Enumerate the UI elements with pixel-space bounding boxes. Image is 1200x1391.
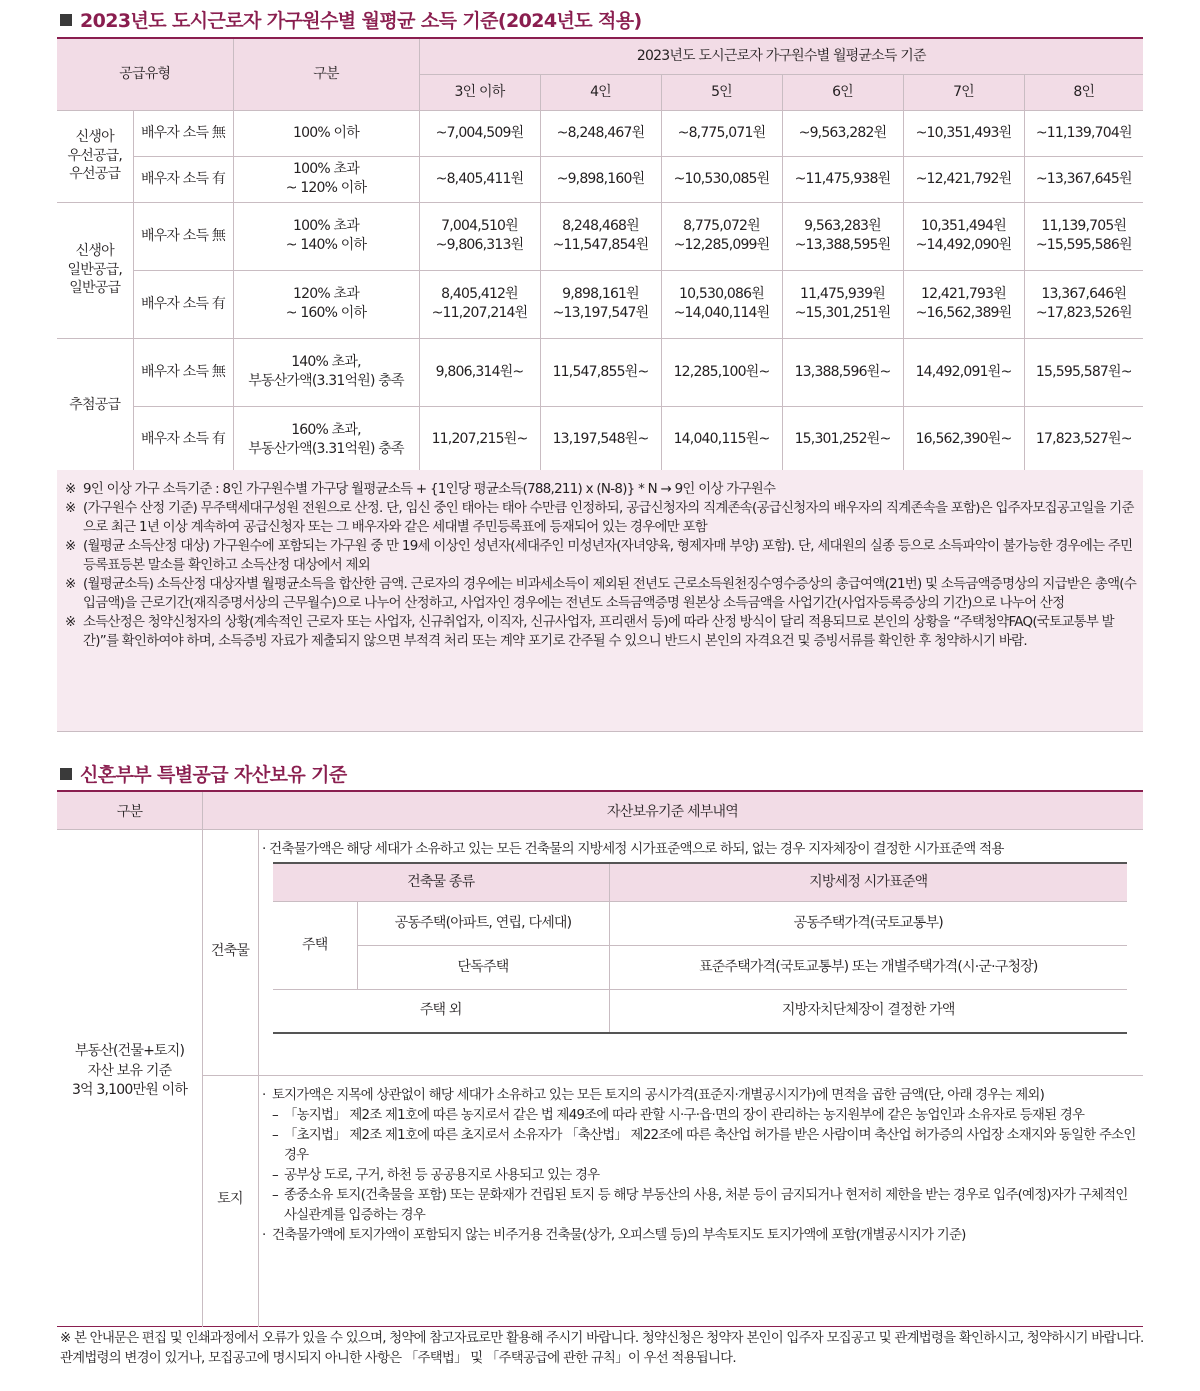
income-value-cell: 9,563,283원 ~13,388,595원 <box>782 202 903 270</box>
income-value-cell: ~11,475,938원 <box>782 156 903 202</box>
income-value-cell: 8,248,468원 ~11,547,854원 <box>540 202 661 270</box>
income-value-cell: 16,562,390원~ <box>903 406 1024 474</box>
income-value-cell: 11,547,855원~ <box>540 338 661 406</box>
income-range-cell: 160% 초과, 부동산가액(3.31억원) 충족 <box>233 406 419 474</box>
note-mark: ※ <box>65 615 76 630</box>
spouse-income-cell: 배우자 소득 無 <box>133 338 233 406</box>
asset-header-detail: 자산보유기준 세부내역 <box>202 792 1143 830</box>
spouse-income-cell: 배우자 소득 無 <box>133 110 233 156</box>
income-note <box>65 575 1137 613</box>
real-estate-limit: 부동산(건물+토지) 자산 보유 기준 3억 3,100만원 이하 <box>71 1043 188 1099</box>
income-value-cell: 13,367,646원 ~17,823,526원 <box>1024 270 1143 338</box>
header-size: 8인 <box>1024 74 1143 110</box>
income-value-cell: ~12,421,792원 <box>903 156 1024 202</box>
income-row <box>57 156 1143 202</box>
note-mark: ※ <box>65 539 76 554</box>
bldg-apt: 공동주택(아파트, 연립, 다세대) <box>357 901 609 945</box>
income-value-cell: ~9,563,282원 <box>782 110 903 156</box>
land-label: 토지 <box>217 1191 243 1207</box>
income-title-text: 2023년도 도시근로자 가구원수별 월평균 소득 기준(2024년도 적용) <box>80 10 642 32</box>
land-item: 「초지법」 제2조 제1호에 따른 초지로서 소유자가 「축산법」 제22조에 따른 축산업 허가를 받은 사람이며 축산업 허가증의 사업장 소재지와 동일한 주소인 경우 <box>284 1128 1136 1163</box>
spouse-income-cell: 배우자 소득 有 <box>133 270 233 338</box>
supply-group-cell: 신생아 일반공급, 일반공급 <box>57 202 133 338</box>
income-value-cell: ~11,139,704원 <box>1024 110 1143 156</box>
income-value-cell: 9,806,314원~ <box>419 338 540 406</box>
header-size: 6인 <box>782 74 903 110</box>
note-text: (월평균 소득산정 대상) 가구원수에 포함되는 가구원 중 만 19세 이상인 성년자(세대주인 미성년자(자녀양육, 형제자매 부양) 포함). 단, 세대원의 실종 등으로 소득파악이 불가능한 경우에는 주민등록표등본 말소를 확인하고 소득산정 대상에서 제외 <box>83 539 1133 573</box>
income-row <box>57 338 1143 406</box>
income-value-cell: ~8,248,467원 <box>540 110 661 156</box>
income-value-cell: ~9,898,160원 <box>540 156 661 202</box>
square-bullet-icon <box>60 768 72 780</box>
income-value-cell: 9,898,161원 ~13,197,547원 <box>540 270 661 338</box>
income-note <box>65 499 1137 537</box>
asset-table <box>57 790 1143 1327</box>
income-value-cell: 12,285,100원~ <box>661 338 782 406</box>
income-value-cell: 8,775,072원 ~12,285,099원 <box>661 202 782 270</box>
spouse-income-cell: 배우자 소득 無 <box>133 202 233 270</box>
asset-section-title <box>60 760 347 787</box>
header-supply-type: 공급유형 <box>57 38 233 110</box>
income-row <box>57 110 1143 156</box>
income-note <box>65 480 1137 499</box>
income-value-cell: ~10,351,493원 <box>903 110 1024 156</box>
income-value-cell: ~8,775,071원 <box>661 110 782 156</box>
income-value-cell: 8,405,412원 ~11,207,214원 <box>419 270 540 338</box>
land-item: 종중소유 토지(건축물을 포함) 또는 문화재가 건립된 토지 등 해당 부동산의 사용, 처분 등이 금지되거나 현저히 제한을 받는 경우로 입주(예정)자가 구체적인 사실관계를 입증하는 경우 <box>284 1188 1128 1223</box>
income-note <box>65 537 1137 575</box>
income-value-cell: ~13,367,645원 <box>1024 156 1143 202</box>
supply-group-cell: 추첨공급 <box>57 338 133 474</box>
bldg-col-type: 건축물 종류 <box>273 863 609 901</box>
bldg-other-value: 지방자치단체장이 결정한 가액 <box>609 989 1127 1033</box>
square-bullet-icon <box>60 14 72 26</box>
building-label: 건축물 <box>210 943 250 959</box>
income-range-cell: 140% 초과, 부동산가액(3.31억원) 충족 <box>233 338 419 406</box>
income-value-cell: 11,207,215원~ <box>419 406 540 474</box>
income-range-cell: 100% 이하 <box>233 110 419 156</box>
note-mark: ※ <box>65 577 76 592</box>
income-value-cell: 11,139,705원 ~15,595,586원 <box>1024 202 1143 270</box>
note-text: 소득산정은 청약신청자의 상황(계속적인 근로자 또는 사업자, 신규취업자, 이직자, 신규사업자, 프리랜서 등)에 따라 산정 방식이 달리 적용되므로 본인의 상황을 “주택청약FAQ(국토교통부 발간)”를 확인하여야 하며, 소득증빙 자료가 제출되지 않으면 부적격 처리 또는 계약 포기로 간주될 수 있으니 반드시 본인의 자격요건 및 증빙서류를 확인한 후 청약하시기 바람. <box>83 615 1114 649</box>
income-value-cell: ~8,405,411원 <box>419 156 540 202</box>
bldg-detached: 단독주택 <box>357 945 609 989</box>
supply-group-cell: 신생아 우선공급, 우선공급 <box>57 110 133 202</box>
income-range-cell: 100% 초과 ~ 140% 이하 <box>233 202 419 270</box>
header-size: 4인 <box>540 74 661 110</box>
header-income-group: 2023년도 도시근로자 가구원수별 월평균소득 기준 <box>419 38 1143 74</box>
spouse-income-cell: 배우자 소득 有 <box>133 156 233 202</box>
building-intro: · 건축물가액은 해당 세대가 소유하고 있는 모든 건축물의 지방세정 시가표준액으로 하되, 없는 경우 지자체장이 결정한 시가표준액 적용 <box>262 841 1004 857</box>
income-note <box>65 613 1137 651</box>
income-value-cell: 12,421,793원 ~16,562,389원 <box>903 270 1024 338</box>
spouse-income-cell: 배우자 소득 有 <box>133 406 233 474</box>
income-value-cell: 15,301,252원~ <box>782 406 903 474</box>
income-table <box>57 37 1143 475</box>
note-text: (가구원수 산정 기준) 무주택세대구성원 전원으로 산정. 단, 임신 중인 태아는 태아 수만큼 인정하되, 공급신청자의 직계존속(공급신청자의 배우자의 직계존속을 포함)은 입주자모집공고일을 기준으로 최근 1년 이상 계속하여 공급신청자 또는 그 배우자와 같은 세대별 주민등록표에 등재되어 있는 경우에만 포함 <box>83 501 1134 535</box>
bldg-col-value: 지방세정 시가표준액 <box>609 863 1127 901</box>
income-value-cell: ~7,004,509원 <box>419 110 540 156</box>
income-row <box>57 270 1143 338</box>
land-item: 공부상 도로, 구거, 하천 등 공공용지로 사용되고 있는 경우 <box>284 1168 600 1183</box>
land-last: 건축물가액에 토지가액이 포함되지 않는 비주거용 건축물(상가, 오피스텔 등)의 부속토지도 토지가액에 포함(개별공시지가 기준) <box>272 1228 966 1243</box>
header-size: 3인 이하 <box>419 74 540 110</box>
asset-title-text: 신혼부부 특별공급 자산보유 기준 <box>80 764 347 786</box>
income-range-cell: 120% 초과 ~ 160% 이하 <box>233 270 419 338</box>
note-mark: ※ <box>65 482 76 497</box>
income-section-title <box>60 6 642 33</box>
income-value-cell: 13,197,548원~ <box>540 406 661 474</box>
land-intro: 토지가액은 지목에 상관없이 해당 세대가 소유하고 있는 모든 토지의 공시가격(표준지·개별공시지가)에 면적을 곱한 금액(단, 아래 경우는 제외) <box>272 1088 1045 1103</box>
land-detail: · 토지가액은 지목에 상관없이 해당 세대가 소유하고 있는 모든 토지의 공시가격(표준지·개별공시지가)에 면적을 곱한 금액(단, 아래 경우는 제외) – 「농지법」 제2조 제1호에 따른 농지로서 같은 법 제49조에 따라 관할 시·구·읍·면의 장이 관리하는 농지원부에 같은 농업인과 소유자로 등재된 경우 – 「초지법」 제2조 제1호에 따른 초지로서 소유자가 「축산법」 제22조에 따른 축산업 허가를 받은 사람이며 축산업 허가증의 사업장 소재지와 동일한 주소인 경우 – 공부상 도로, 구거, 하천 등 공공용지로 사용되고 있는 경우 – 종중소유 토지(건축물을 포함) 또는 문화재가 건립된 토지 등 해당 부동산의 사용, 처분 등이 금지되거나 현저히 제한을 받는 경우로 입주(예정)자가 구체적인 사실관계를 입증하는 경우 · 건축물가액에 토지가액이 포함되지 않는 비주거용 건축물(상가, 오피스텔 등)의 부속토지도 토지가액에 포함(개별공시지가 기준) <box>262 1088 1136 1243</box>
income-value-cell: 10,351,494원 ~14,492,090원 <box>903 202 1024 270</box>
header-size: 7인 <box>903 74 1024 110</box>
note-text: (월평균소득) 소득산정 대상자별 월평균소득을 합산한 금액. 근로자의 경우에는 비과세소득이 제외된 전년도 근로소득원천징수영수증상의 총급여액(21번) 및 소득금액증명상의 지급받은 총액(수입금액)을 근로기간(재직증명서상의 근무월수)으로 나누어 산정하고, 사업자인 경우에는 전년도 소득금액증명 원본상 소득금액을 사업기간(사업자등록증상의 기간)으로 나누어 산정 <box>83 577 1137 611</box>
bldg-house: 주택 <box>273 901 357 989</box>
land-item: 「농지법」 제2조 제1호에 따른 농지로서 같은 법 제49조에 따라 관할 시·구·읍·면의 장이 관리하는 농지원부에 같은 농업인과 소유자로 등재된 경우 <box>284 1108 1085 1123</box>
income-range-cell: 100% 초과 ~ 120% 이하 <box>233 156 419 202</box>
income-value-cell: 11,475,939원 ~15,301,251원 <box>782 270 903 338</box>
income-value-cell: 13,388,596원~ <box>782 338 903 406</box>
bldg-other: 주택 외 <box>273 989 609 1033</box>
income-value-cell: 14,492,091원~ <box>903 338 1024 406</box>
income-value-cell: 7,004,510원 ~9,806,313원 <box>419 202 540 270</box>
income-notes <box>57 470 1143 732</box>
income-value-cell: ~10,530,085원 <box>661 156 782 202</box>
header-size: 5인 <box>661 74 782 110</box>
header-division: 구분 <box>233 38 419 110</box>
asset-header-division: 구분 <box>57 792 202 830</box>
income-value-cell: 10,530,086원 ~14,040,114원 <box>661 270 782 338</box>
income-row <box>57 406 1143 474</box>
income-value-cell: 14,040,115원~ <box>661 406 782 474</box>
income-row <box>57 202 1143 270</box>
footer-disclaimer: ※ 본 안내문은 편집 및 인쇄과정에서 오류가 있을 수 있으며, 청약에 참고자료로만 활용해 주시기 바랍니다. 청약신청은 청약자 본인이 입주자 모집공고 및 관계법령을 확인하시고, 청약하시기 바랍니다. 관계법령의 변경이 있거나, 모집공고에 명시되지 아니한 사항은 「주택법」 및 「주택공급에 관한 규칙」이 우선 적용됩니다. <box>60 1331 1144 1366</box>
income-value-cell: 15,595,587원~ <box>1024 338 1143 406</box>
bldg-apt-value: 공동주택가격(국토교통부) <box>609 901 1127 945</box>
note-text: 9인 이상 가구 소득기준 : 8인 가구원수별 가구당 월평균소득 + {1인당 평균소득(788,211) x (N-8)} * N → 9인 이상 가구원수 <box>83 482 776 497</box>
income-value-cell: 17,823,527원~ <box>1024 406 1143 474</box>
note-mark: ※ <box>65 501 76 516</box>
bldg-detached-value: 표준주택가격(국토교통부) 또는 개별주택가격(시·군·구청장) <box>609 945 1127 989</box>
building-value-table <box>273 862 1127 1034</box>
